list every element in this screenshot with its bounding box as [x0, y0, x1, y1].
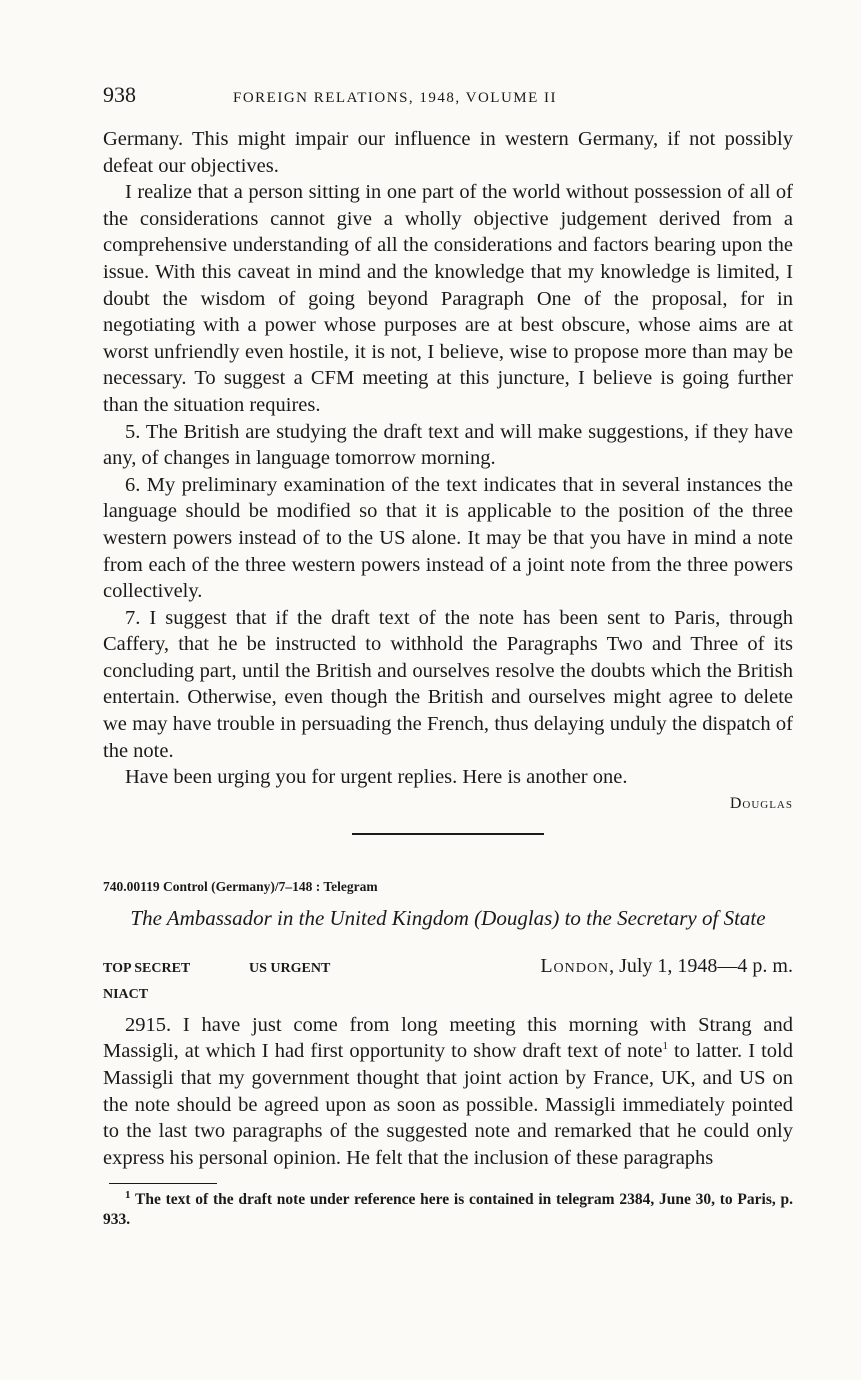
footnote — [103, 1190, 793, 1230]
footnote-number: 1 — [125, 1189, 131, 1202]
paragraph: I realize that a person sitting in one part of the world without possession of all of the considerations cannot give a wholly objective judgement derived from a comprehensive understanding of all the considerations and factors bearing upon the issue. With this caveat in mind and the knowledge that my knowledge is limited, I doubt the wisdom of going beyond Paragraph One of the proposal, for in negotiating with a power whose purposes are at best obscure, whose aims are at worst unfriendly even hostile, it is not, I believe, wise to propose more than may be necessary. To suggest a CFM meeting at this juncture, I believe is going further than the situation requires. — [103, 181, 793, 416]
document-title: The Ambassador in the United Kingdom (Douglas) to the Secretary of State — [130, 905, 766, 930]
second-document-body — [103, 1012, 793, 1172]
classification-row — [103, 953, 793, 982]
paragraph-start: 2915. I have just come from long meeting this morning with Strang and Massigli, at which I had first opportunity to show draft text of note — [103, 1013, 793, 1063]
paragraph: 6. My preliminary examination of the text indicates that in several instances the language should be modified so that it is applicable to the position of the three western powers instead of to the US alone. It may be that you have in mind a note from each of the three western powers instead of a joint note from the three powers collectively. — [103, 473, 793, 603]
first-document-body — [103, 126, 793, 791]
paragraph: Germany. This might impair our influence in western Germany, if not possibly defeat our objectives. — [103, 128, 793, 177]
running-head: FOREIGN RELATIONS, 1948, VOLUME II — [233, 90, 558, 106]
paragraph-end: to latter. I told Massigli that my government thought that joint action by France, UK, and US on the note should be agreed upon as soon as possible. Massigli immediately pointed to the last two paragraphs of the suggested note and remarked that he could only express his personal opinion. He felt that the inclusion of these paragraphs — [103, 1040, 793, 1169]
date: , July 1, 1948—4 p. m. — [609, 954, 793, 977]
paragraph: 5. The British are studying the draft text and will make suggestions, if they have any, of changes in language tomorrow morning. — [103, 420, 793, 470]
footnote-marker: 1 — [662, 1040, 668, 1053]
document-page — [103, 82, 793, 1230]
footnote-divider — [109, 1183, 217, 1184]
classification-urgent: US URGENT — [249, 960, 331, 976]
place-date — [540, 953, 793, 979]
page-number: 938 — [103, 82, 136, 107]
section-divider — [352, 833, 544, 835]
paragraph: 7. I suggest that if the draft text of the note has been sent to Paris, through Caffery, that he be instructed to withhold the Paragraphs Two and Three of its concluding part, until the British and ourselves resolve the doubts which the British entertain. Otherwise, even though the British and ourselves might agree to delete we may have trouble in persuading the French, thus delaying unduly the dispatch of the note. — [103, 606, 793, 762]
place: London — [540, 954, 610, 977]
niact-label: NIACT — [103, 986, 149, 1002]
classification-top-secret: TOP SECRET — [103, 960, 191, 976]
page-header — [103, 82, 793, 114]
paragraph: Have been urging you for urgent replies. Here is another one. — [125, 766, 628, 789]
paragraph — [103, 1012, 793, 1172]
signature: Douglas — [729, 794, 793, 812]
footnote-text: The text of the draft note under reference here is contained in telegram 2384, June 30, to Paris, p. 933. — [103, 1191, 793, 1229]
file-reference: 740.00119 Control (Germany)/7–148 : Telegram — [103, 878, 378, 894]
